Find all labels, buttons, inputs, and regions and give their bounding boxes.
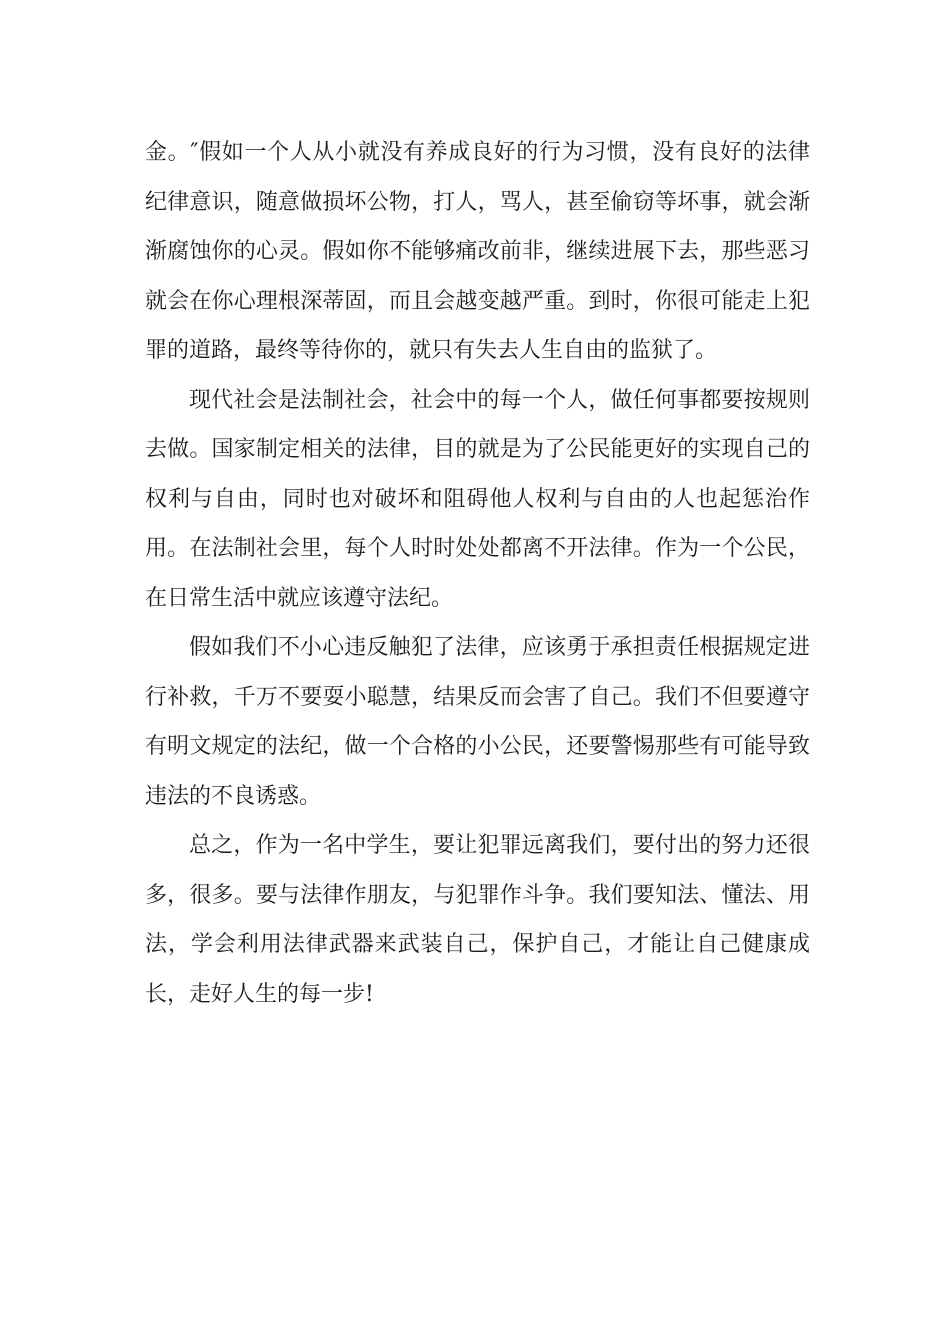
- document-body: [145, 128, 810, 1019]
- paragraph: 现代社会是法制社会，社会中的每一个人，做任何事都要按规则去做。国家制定相关的法律，目的就是为了公民能更好的实现自己的权利与自由，同时也对破坏和阻碍他人权利与自由的人也起惩治作用。在法制社会里，每个人时时处处都离不开法律。作为一个公民，在日常生活中就应该遵守法纪。: [145, 387, 810, 611]
- paragraph: 假如我们不小心违反触犯了法律，应该勇于承担责任根据规定进行补救，千万不要耍小聪慧，结果反而会害了自己。我们不但要遵守有明文规定的法纪，做一个合格的小公民，还要警惕那些有可能导致违法的不良诱惑。: [145, 635, 810, 809]
- paragraph: 总之，作为一名中学生，要让犯罪远离我们，要付出的努力还很多，很多。要与法律作朋友，与犯罪作斗争。我们要知法、懂法、用法，学会利用法律武器来武装自己，保护自己，才能让自己健康成长，走好人生的每一步!: [145, 833, 810, 1007]
- paragraph-continued: 金。″假如一个人从小就没有养成良好的行为习惯，没有良好的法律纪律意识，随意做损坏公物，打人，骂人，甚至偷窃等坏事，就会渐渐腐蚀你的心灵。假如你不能够痛改前非，继续进展下去，那些恶习就会在你心理根深蒂固，而且会越变越严重。到时，你很可能走上犯罪的道路，最终等待你的，就只有失去人生自由的监狱了。: [145, 140, 810, 363]
